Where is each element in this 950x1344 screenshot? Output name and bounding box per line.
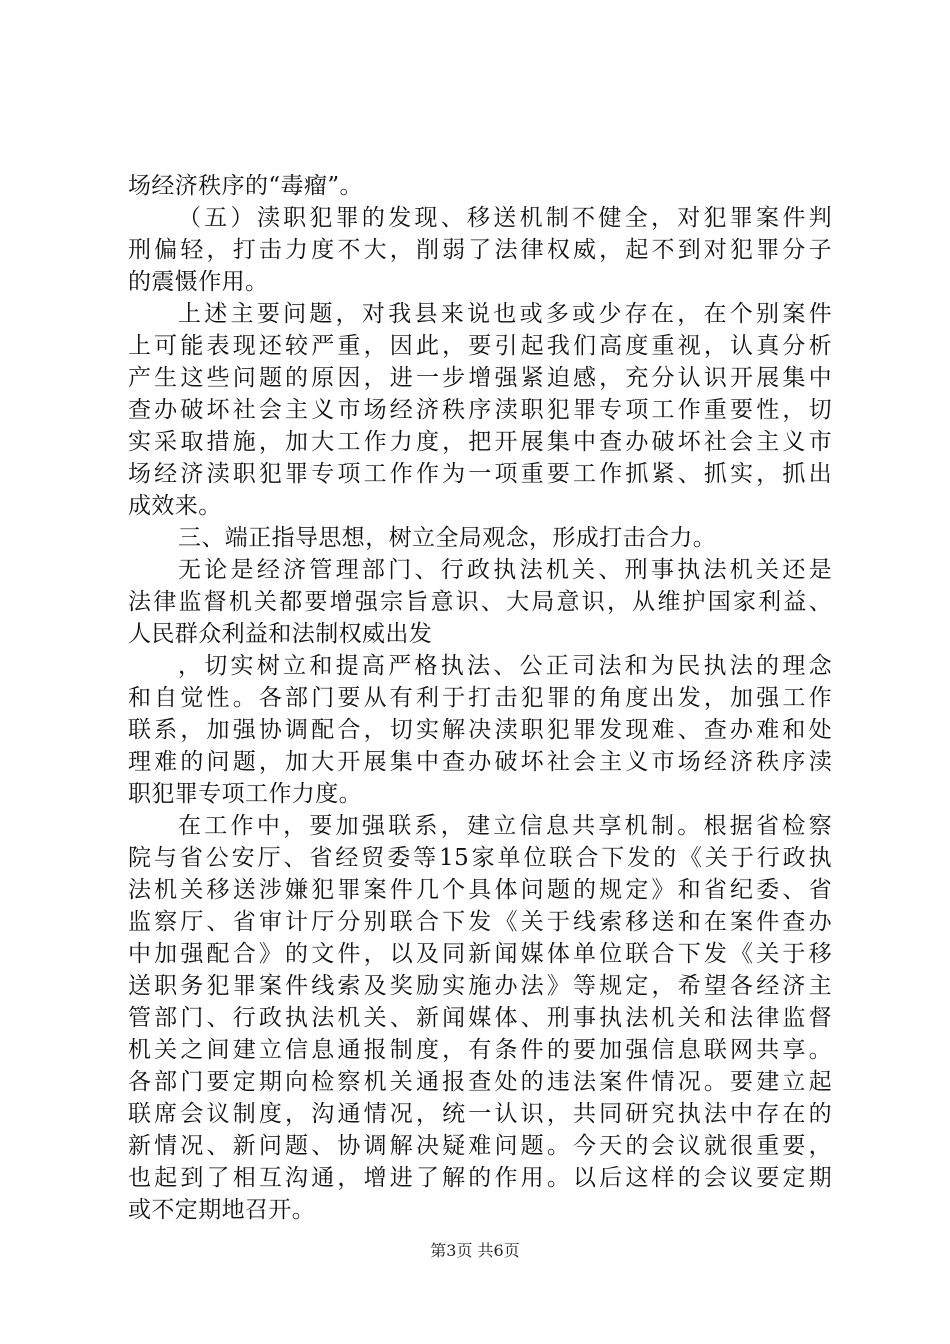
paragraph-line: 也起到了相互沟通，增进了解的作用。以后这样的会议要定期 — [128, 1165, 832, 1191]
paragraph-line: 或不定期地召开。 — [128, 1197, 316, 1223]
paragraph-line: （五）渎职犯罪的发现、移送机制不健全，对犯罪案件判 — [178, 205, 832, 231]
paragraph-line: 查办破坏社会主义市场经济秩序渎职犯罪专项工作重要性，切 — [128, 397, 832, 423]
paragraph-line: 送职务犯罪案件线索及奖励实施办法》等规定，希望各经济主 — [128, 973, 832, 999]
paragraph-line: 机关之间建立信息通报制度，有条件的要加强信息联网共享。 — [128, 1037, 832, 1063]
paragraph-line: 院与省公安厅、省经贸委等15家单位联合下发的《关于行政执 — [128, 845, 832, 871]
paragraph-line: 人民群众利益和法制权威出发 — [128, 621, 433, 647]
paragraph-line: 在工作中，要加强联系，建立信息共享机制。根据省检察 — [178, 813, 832, 839]
paragraph-line: 联席会议制度，沟通情况，统一认识，共同研究执法中存在的 — [128, 1101, 832, 1127]
paragraph-line: 的震慑作用。 — [128, 269, 269, 295]
paragraph-line: 理难的问题，加大开展集中查办破坏社会主义市场经济秩序渎 — [128, 749, 832, 775]
paragraph-line: 法律监督机关都要增强宗旨意识、大局意识，从维护国家利益、 — [128, 589, 832, 615]
paragraph-line: 实采取措施，加大工作力度，把开展集中查办破坏社会主义市 — [128, 429, 832, 455]
page-number-footer: 第3页 共6页 — [430, 1241, 520, 1260]
paragraph-line: 和自觉性。各部门要从有利于打击犯罪的角度出发，加强工作 — [128, 685, 832, 711]
section-heading: 三、端正指导思想，树立全局观念，形成打击合力。 — [178, 525, 717, 551]
paragraph-line: 场经济渎职犯罪专项工作作为一项重要工作抓紧、抓实，抓出 — [128, 461, 832, 487]
paragraph-line: ，切实树立和提高严格执法、公正司法和为民执法的理念 — [178, 653, 832, 679]
paragraph-line: 监察厅、省审计厅分别联合下发《关于线索移送和在案件查办 — [128, 909, 832, 935]
paragraph-line: 各部门要定期向检察机关通报查处的违法案件情况。要建立起 — [128, 1069, 832, 1095]
paragraph-line: 刑偏轻，打击力度不大，削弱了法律权威，起不到对犯罪分子 — [128, 237, 832, 263]
paragraph-line: 上述主要问题，对我县来说也或多或少存在，在个别案件 — [178, 301, 832, 327]
paragraph-line: 场经济秩序的“毒瘤”。 — [128, 173, 363, 199]
paragraph-line: 管部门、行政执法机关、新闻媒体、刑事执法机关和法律监督 — [128, 1005, 832, 1031]
paragraph-line: 上可能表现还较严重，因此，要引起我们高度重视，认真分析 — [128, 333, 832, 359]
document-body — [128, 170, 832, 1226]
paragraph-line: 成效来。 — [128, 493, 222, 519]
paragraph-line: 联系，加强协调配合，切实解决渎职犯罪发现难、查办难和处 — [128, 717, 832, 743]
paragraph-line: 产生这些问题的原因，进一步增强紧迫感，充分认识开展集中 — [128, 365, 832, 391]
paragraph-line: 新情况、新问题、协调解决疑难问题。今天的会议就很重要， — [128, 1133, 832, 1159]
paragraph-line: 法机关移送涉嫌犯罪案件几个具体问题的规定》和省纪委、省 — [128, 877, 832, 903]
paragraph-line: 中加强配合》的文件，以及同新闻媒体单位联合下发《关于移 — [128, 941, 832, 967]
paragraph-line: 无论是经济管理部门、行政执法机关、刑事执法机关还是 — [178, 557, 832, 583]
paragraph-line: 职犯罪专项工作力度。 — [128, 781, 362, 807]
